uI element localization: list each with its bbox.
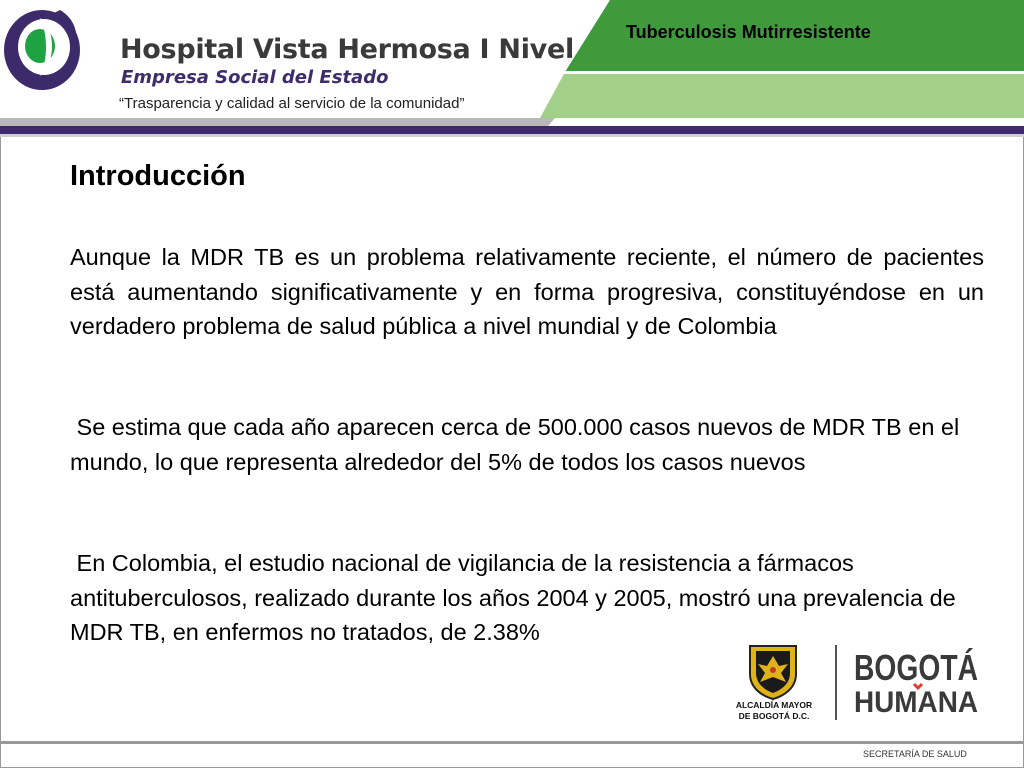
topic-title: Tuberculosis Mutirresistente: [626, 22, 871, 42]
humana-word: HUMANA: [854, 686, 978, 719]
bogota-coat-of-arms-icon: [744, 644, 802, 700]
paragraph-global-cases: Se estima que cada año aparecen cerca de 500.000 casos nuevos de MDR TB en el mundo, lo que representa alrededor del 5% de todos los casos nuevos: [70, 414, 966, 475]
secretaria-label: SECRETARÍA DE SALUD: [863, 749, 967, 759]
hospital-logo-icon: [0, 0, 84, 94]
paragraph-intro: Aunque la MDR TB es un problema relativamente reciente, el número de pacientes está aumentando significativamente y en forma progresiva, constituyéndose en un verdadero problema de salud pública a nivel mundial y de Colombia: [70, 244, 984, 339]
alcaldia-line-1: ALCALDÍA MAYOR: [735, 700, 813, 710]
header-banner: [0, 0, 1024, 138]
alcaldia-label: [724, 700, 824, 722]
hospital-name: Hospital Vista Hermosa I Nivel: [120, 34, 574, 65]
paragraph-colombia: En Colombia, el estudio nacional de vigilancia de la resistencia a fármacos antituberculosos, realizado durante los años 2004 y 2005, mostró una prevalencia de MDR TB, en enfermos no tratados, de 2.38%: [70, 550, 963, 645]
hospital-subtitle: Empresa Social del Estado: [121, 67, 389, 88]
alcaldia-line-2: DE BOGOTÁ D.C.: [738, 711, 810, 721]
bogota-humana-logo: [852, 644, 982, 720]
logo-divider: [835, 645, 837, 720]
bogota-word: BOGOTÁ: [854, 647, 978, 688]
hospital-motto: “Trasparencia y calidad al servicio de la comunidad”: [119, 95, 465, 112]
footer-rule: [0, 741, 1024, 744]
section-heading: Introducción: [70, 160, 246, 192]
